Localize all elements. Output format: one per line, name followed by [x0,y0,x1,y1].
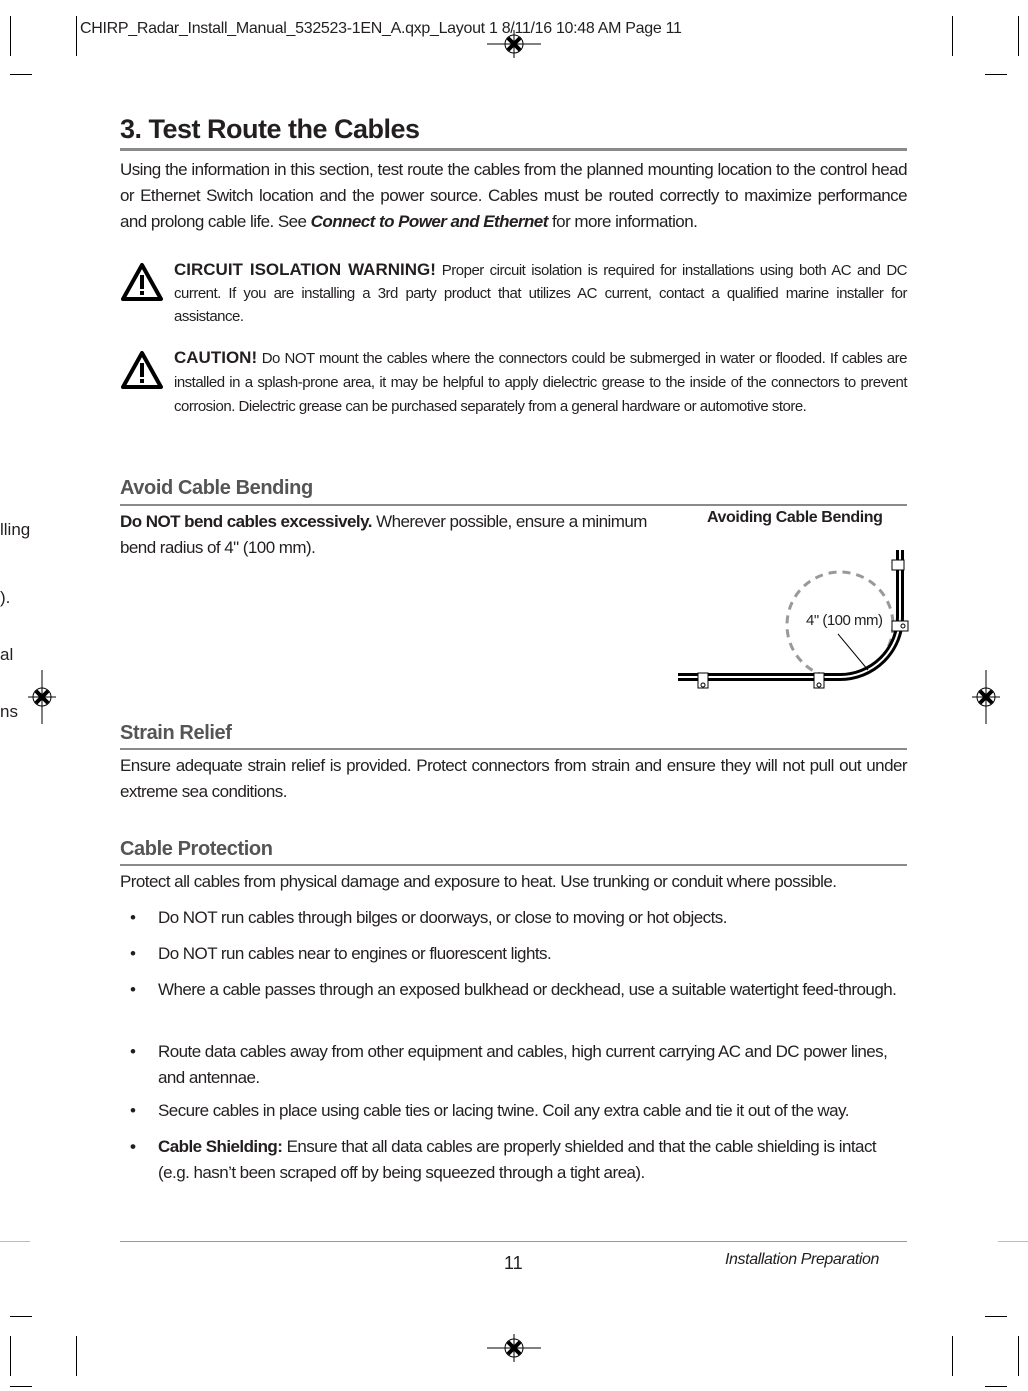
page-number: 11 [504,1253,523,1273]
caution-warning: CAUTION! Do NOT mount the cables where the connectors could be submerged in water or flooded. If cables are installed in a splash-prone area, it may be helpful to apply dielectric grease to the inside of the connectors to prevent corrosion. Dielectric grease can be purchased separately from a general hardware or automotive store. [174,348,907,415]
protection-paragraph: Protect all cables from physical damage and exposure to heat. Use trunking or conduit where possible. [120,872,837,891]
section-heading: Avoid Cable Bending [120,477,313,499]
list-item: • Do NOT run cables near to engines or fluorescent lights. [130,944,552,963]
bend-radius-label: 4" (100 mm) [806,612,883,629]
figure-title: Avoiding Cable Bending [707,509,883,526]
list-item: • Where a cable passes through an exposed bulkhead or deckhead, use a suitable watertight feed-through. [130,980,897,999]
list-item: • Cable Shielding: Ensure that all data cables are properly shielded and that the cable shielding is intact (e.g. hasn’t been scraped off by being squeezed through a tight area). [130,1137,877,1182]
file-slug: CHIRP_Radar_Install_Manual_532523-1EN_A.qxp_Layout 1 8/11/16 10:48 AM Page 11 [80,20,682,37]
page-title: 3. Test Route the Cables [120,114,420,144]
bending-paragraph: Do NOT bend cables excessively. Wherever possible, ensure a minimum bend radius of 4" (100 mm). [120,512,647,557]
side-fragment: ). [0,588,11,607]
side-fragment: ns [0,702,18,721]
strain-paragraph: Ensure adequate strain relief is provided. Protect connectors from strain and ensure they will not pull out under extreme sea conditions. [120,756,907,801]
list-item: • Do NOT run cables through bilges or doorways, or close to moving or hot objects. [130,908,727,927]
warning-triangle-icon [120,262,164,302]
cross-reference-link[interactable]: Connect to Power and Ethernet [310,212,548,231]
side-fragment: lling [0,520,31,539]
intro-paragraph: Using the information in this section, test route the cables from the planned mounting location to the control head or Ethernet Switch location and the power source. Cables must be routed correctly to maximize performance and prolong cable life. See Connect to Power and Ethernet for more information. [120,160,907,231]
side-fragment: al [0,645,14,664]
warning-triangle-icon [120,350,164,390]
list-item: • Route data cables away from other equipment and cables, high current carrying AC and DC power lines, and antennae. [130,1042,888,1087]
footer-section: Installation Preparation [725,1251,880,1268]
section-heading: Cable Protection [120,838,273,860]
list-item: • Secure cables in place using cable ties or lacing twine. Coil any extra cable and tie it out of the way. [130,1101,849,1120]
section-heading: Strain Relief [120,722,232,744]
circuit-isolation-warning: CIRCUIT ISOLATION WARNING! Proper circuit isolation is required for installations using both AC and DC current. If you are installing a 3rd party product that utilizes AC current, contact a qualified marine installer for assistance. [174,260,908,325]
